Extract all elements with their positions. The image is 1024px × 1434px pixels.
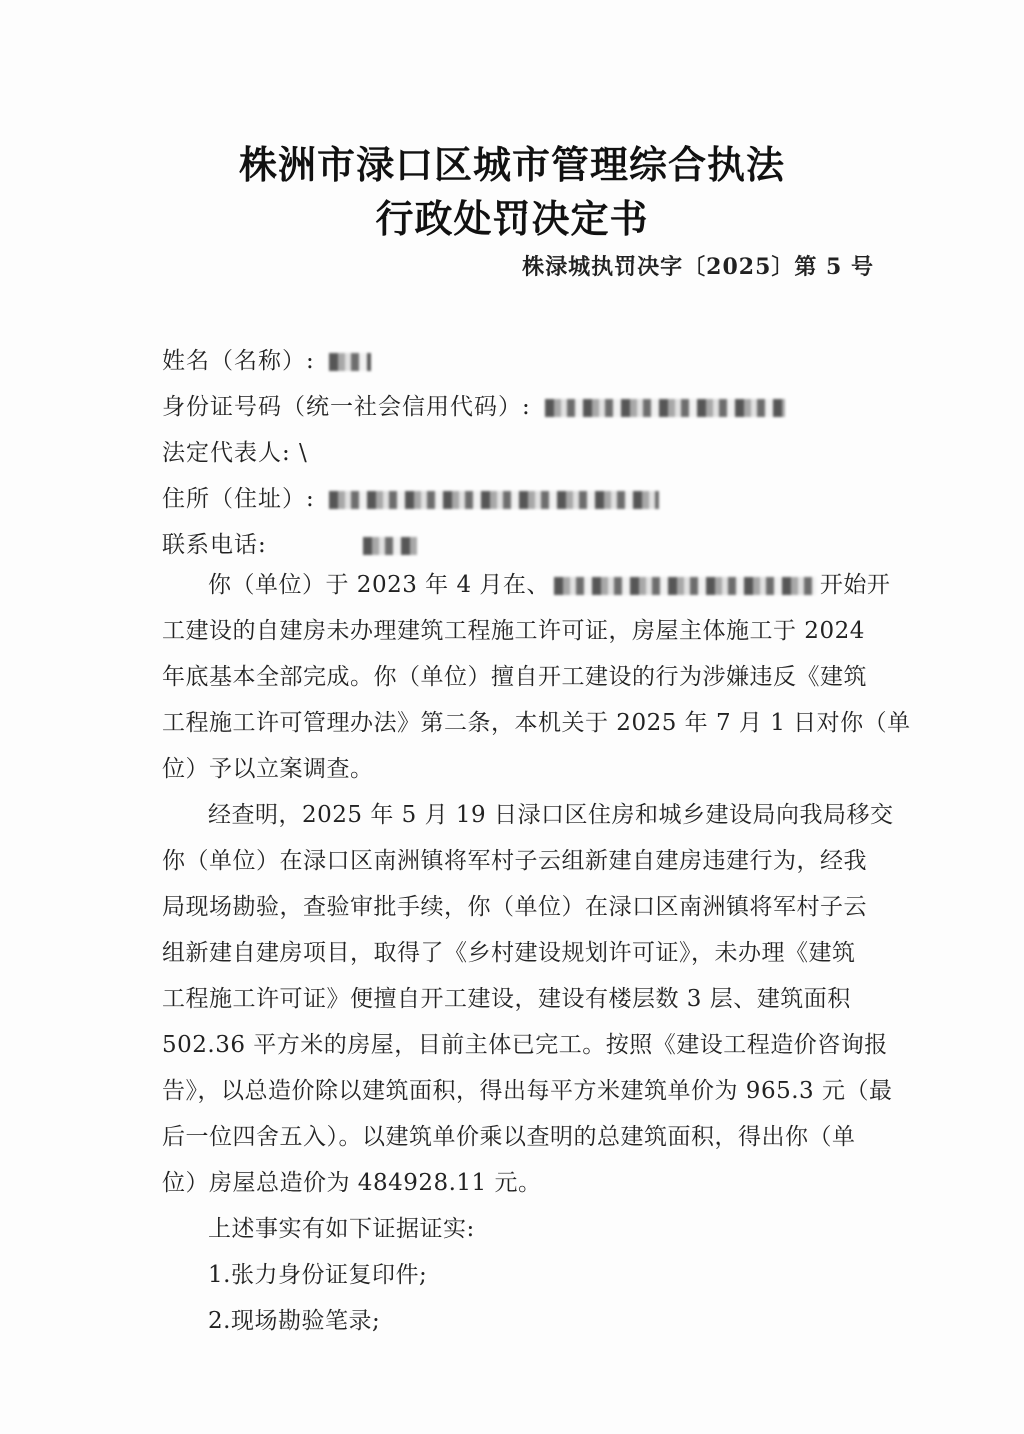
p1-line: 年底基本全部完成。你（单位）擅自开工建设的行为涉嫌违反《建筑 [162, 664, 867, 690]
redacted-name [329, 353, 371, 371]
p2-line: 后一位四舍五入）。以建筑单价乘以查明的总建筑面积，得出你（单 [162, 1124, 856, 1150]
phone-field [162, 526, 417, 559]
legal-rep-field: 法定代表人: \ [162, 440, 308, 466]
redacted-id [545, 399, 785, 417]
p1-line: 你（单位）于 2023 年 4 月在、 开始开 [208, 572, 891, 598]
p2-line: 工程施工许可证》便擅自开工建设，建设有楼层数 3 层、建筑面积 [162, 986, 851, 1012]
evidence-intro: 上述事实有如下证据证实: [208, 1216, 475, 1242]
address-field [162, 480, 659, 513]
id-label: 身份证号码（统一社会信用代码）: [162, 394, 531, 420]
p2-line: 502.36 平方米的房屋，目前主体已完工。按照《建设工程造价咨询报 [162, 1032, 888, 1058]
name-field [162, 342, 371, 375]
p2-line: 你（单位）在渌口区南洲镇将军村子云组新建自建房违建行为，经我 [162, 848, 867, 874]
phone-label: 联系电话: [162, 532, 267, 558]
document-number: 株渌城执罚决字〔2025〕第 5 号 [522, 254, 874, 280]
redacted-location [554, 577, 816, 595]
paragraph-2 [162, 792, 894, 1206]
p1-line: 工建设的自建房未办理建筑工程施工许可证，房屋主体施工于 2024 [162, 618, 865, 644]
paragraph-1 [162, 562, 911, 792]
name-label: 姓名（名称）: [162, 348, 315, 374]
p2-line: 组新建自建房项目，取得了《乡村建设规划许可证》，未办理《建筑 [162, 940, 856, 966]
evidence-item-1: 1.张力身份证复印件; [208, 1262, 428, 1288]
evidence-section [162, 1206, 880, 1344]
p2-line: 位）房屋总造价为 484928.11 元。 [162, 1170, 542, 1196]
address-label: 住所（住址）: [162, 486, 315, 512]
document-title-line1: 株洲市渌口区城市管理综合执法 [238, 142, 785, 187]
p1-line: 工程施工许可管理办法》第二条，本机关于 2025 年 7 月 1 日对你（单 [162, 710, 911, 736]
id-field [162, 388, 785, 421]
p2-line: 告》，以总造价除以建筑面积，得出每平方米建筑单价为 965.3 元（最 [162, 1078, 893, 1104]
redacted-address [329, 491, 659, 509]
p1-line: 位）予以立案调查。 [162, 756, 374, 782]
document-title-line2: 行政处罚决定书 [375, 196, 649, 241]
p2-line: 经查明，2025 年 5 月 19 日渌口区住房和城乡建设局向我局移交 [208, 802, 894, 828]
evidence-item-2: 2.现场勘验笔录; [208, 1308, 381, 1334]
p2-line: 局现场勘验，查验审批手续，你（单位）在渌口区南洲镇将军村子云 [162, 894, 867, 920]
redacted-phone [363, 537, 417, 555]
